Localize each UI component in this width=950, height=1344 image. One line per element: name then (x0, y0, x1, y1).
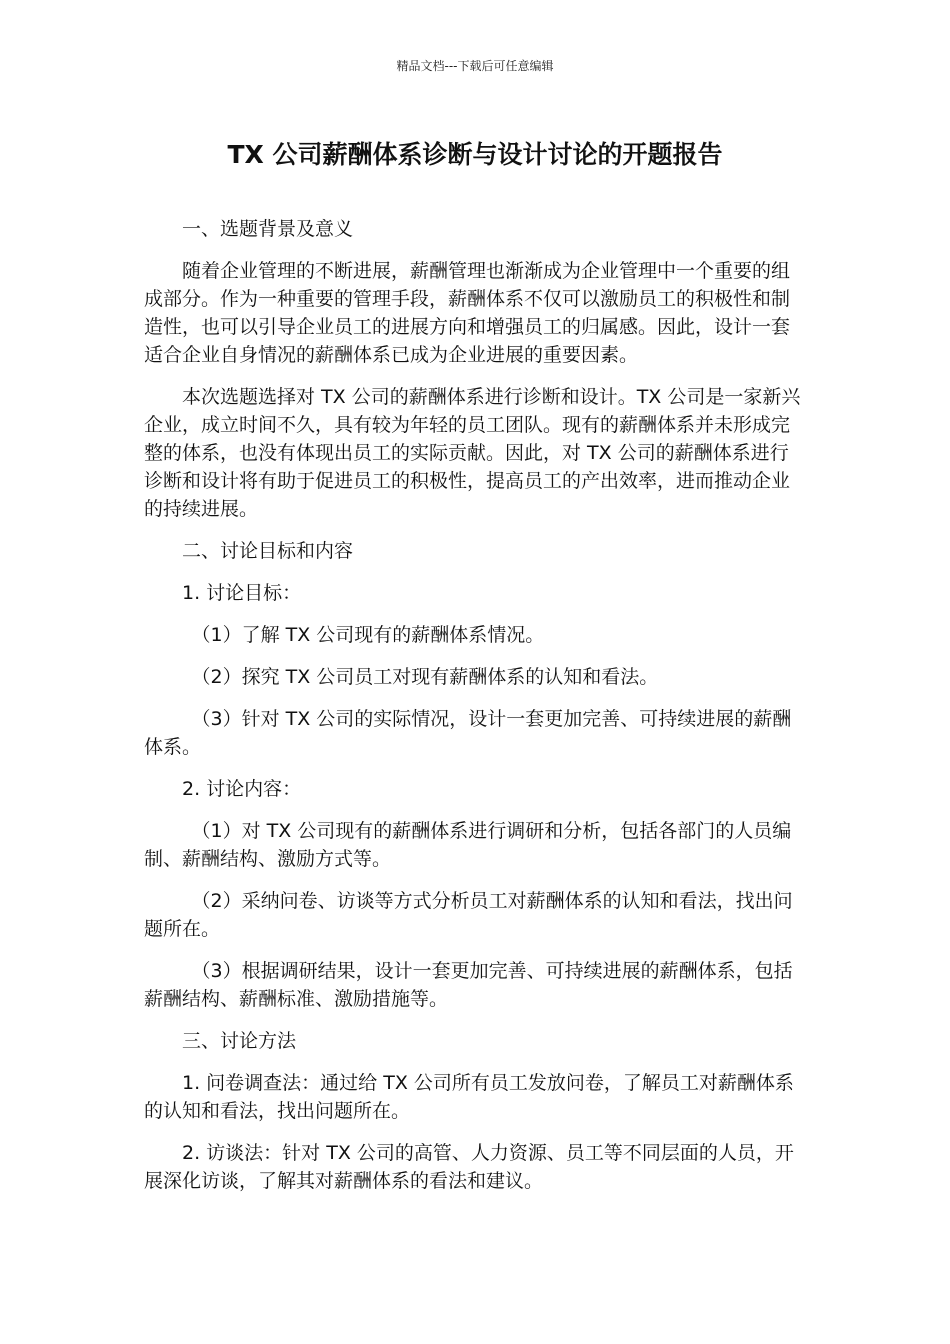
content-item-1: （1）对 TX 公司现有的薪酬体系进行调研和分析，包括各部门的人员编制、薪酬结构、激励方式等。 (144, 820, 792, 870)
background-paragraph-1: 随着企业管理的不断进展，薪酬管理也渐渐成为企业管理中一个重要的组成部分。作为一种重要的管理手段，薪酬体系不仅可以激励员工的积极性和制造性，也可以引导企业员工的进展方向和增强员工的归属感。因此，设计一套适合企业自身情况的薪酬体系已成为企业进展的重要因素。 (144, 260, 791, 366)
subheading-content: 2. 讨论内容： (182, 778, 302, 800)
method-item-1: 1. 问卷调查法：通过给 TX 公司所有员工发放问卷，了解员工对薪酬体系的认知和看法，找出问题所在。 (144, 1072, 794, 1122)
content-item-2: （2）采纳问卷、访谈等方式分析员工对薪酬体系的认知和看法，找出问题所在。 (144, 890, 793, 940)
document-body (144, 215, 806, 1209)
goal-item-2: （2）探究 TX 公司员工对现有薪酬体系的认知和看法。 (191, 666, 659, 688)
section-heading-background: 一、选题背景及意义 (182, 218, 354, 240)
goal-item-1: （1）了解 TX 公司现有的薪酬体系情况。 (191, 624, 545, 646)
header-note: 精品文档---下载后可任意编辑 (396, 59, 554, 73)
section-heading-methods: 三、讨论方法 (182, 1030, 297, 1052)
content-item-3: （3）根据调研结果，设计一套更加完善、可持续进展的薪酬体系，包括薪酬结构、薪酬标准、激励措施等。 (144, 960, 793, 1010)
method-item-2: 2. 访谈法：针对 TX 公司的高管、人力资源、员工等不同层面的人员，开展深化访谈，了解其对薪酬体系的看法和建议。 (144, 1142, 794, 1192)
subheading-goals: 1. 讨论目标： (182, 582, 302, 604)
goal-item-3: （3）针对 TX 公司的实际情况，设计一套更加完善、可持续进展的薪酬体系。 (144, 708, 792, 758)
background-paragraph-2: 本次选题选择对 TX 公司的薪酬体系进行诊断和设计。TX 公司是一家新兴企业，成立时间不久，具有较为年轻的员工团队。现有的薪酬体系并未形成完整的体系，也没有体现出员工的实际贡献。因此，对 TX 公司的薪酬体系进行诊断和设计将有助于促进员工的积极性，提高员工的产出效率，进而推动企业的持续进展。 (144, 386, 801, 520)
section-heading-goals-content: 二、讨论目标和内容 (182, 540, 354, 562)
document-title: TX 公司薪酬体系诊断与设计讨论的开题报告 (227, 140, 723, 169)
